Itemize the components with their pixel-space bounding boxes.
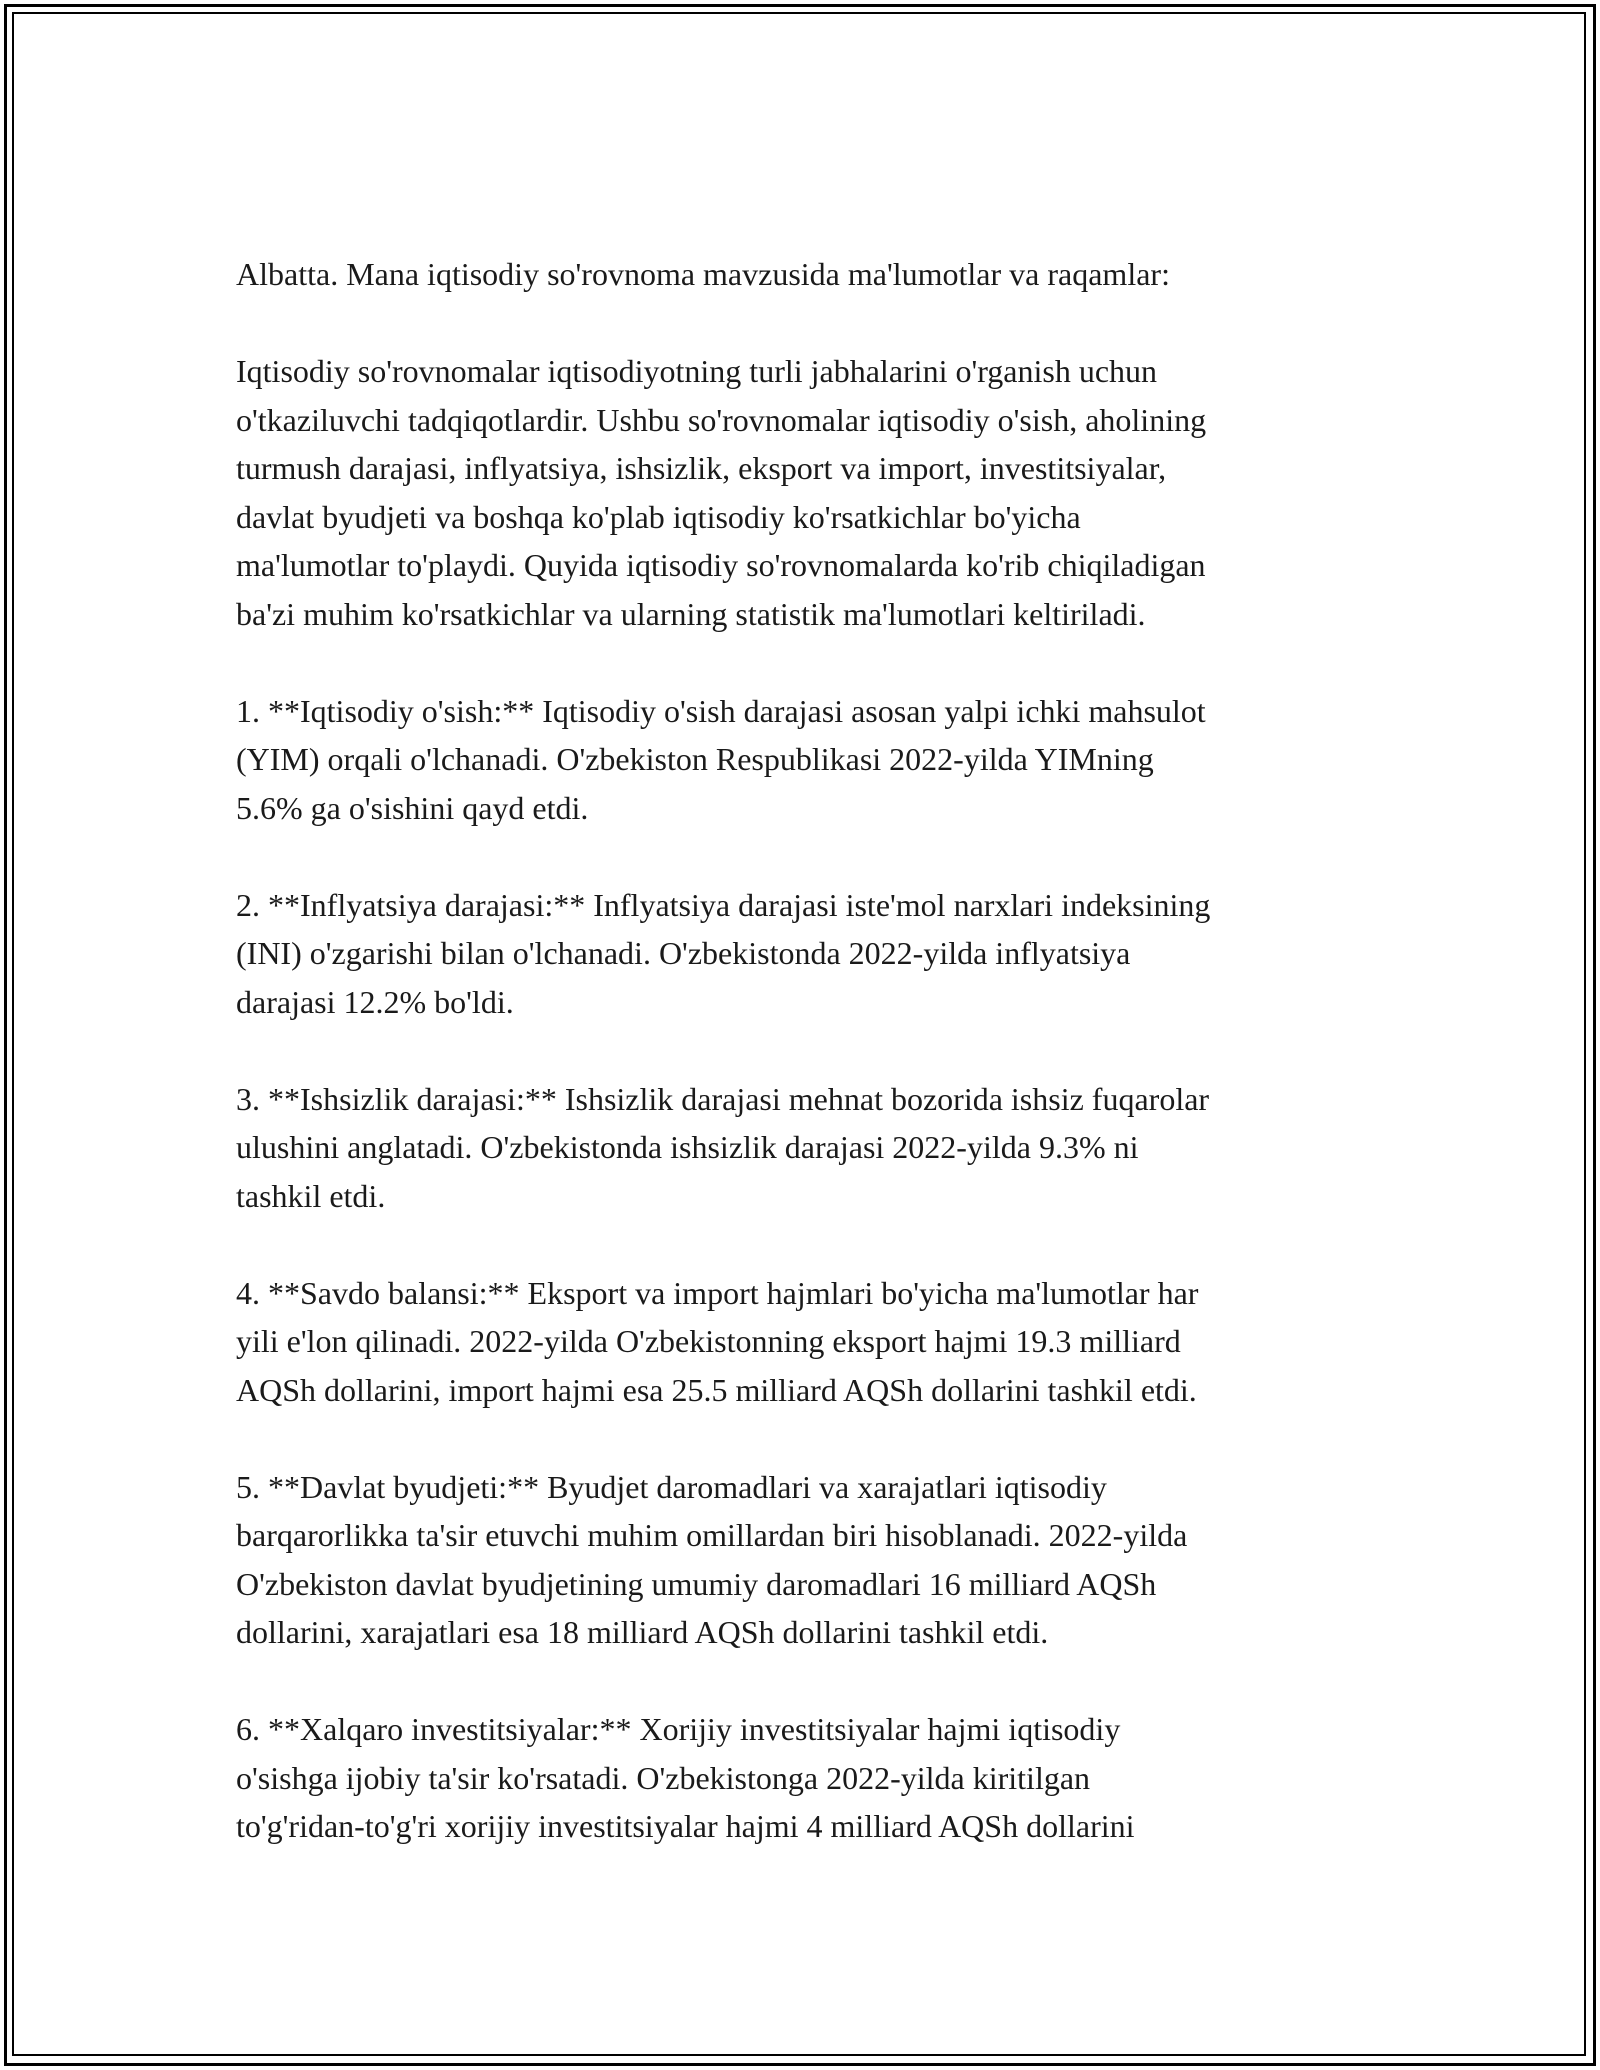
list-item-trade-balance: 4. **Savdo balansi:** Eksport va import hajmlari bo'yicha ma'lumotlar har yili e'lon qilinadi. 2022-yilda O'zbekistonning eksport hajmi 19.3 milliard AQSh dollarini, import hajmi esa 25.5 milliard AQSh dollarini tashkil etdi. bbox=[236, 1274, 1199, 1408]
intro-paragraph: Albatta. Mana iqtisodiy so'rovnoma mavzusida ma'lumotlar va raqamlar: bbox=[236, 256, 1170, 292]
list-item-economic-growth: 1. **Iqtisodiy o'sish:** Iqtisodiy o'sish darajasi asosan yalpi ichki mahsulot (YIM) orqali o'lchanadi. O'zbekiston Respublikasi 2022-yilda YIMning 5.6% ga o'sishini qayd etdi. bbox=[236, 692, 1206, 826]
overview-paragraph: Iqtisodiy so'rovnomalar iqtisodiyotning turli jabhalarini o'rganish uchun o'tkaziluvchi tadqiqotlardir. Ushbu so'rovnomalar iqtisodiy o'sish, aholining turmush darajasi, inflyatsiya, ishsizlik, eksport va import, investitsiyalar, davlat byudjeti va boshqa ko'plab iqtisodiy ko'rsatkichlar bo'yicha ma'lumotlar to'playdi. Quyida iqtisodiy so'rovnomalarda ko'rib chiqiladigan ba'zi muhim ko'rsatkichlar va ularning statistik ma'lumotlari keltiriladi. bbox=[236, 353, 1207, 632]
list-item-international-investment: 6. **Xalqaro investitsiyalar:** Xorijiy investitsiyalar hajmi iqtisodiy o'sishga ijobiy ta'sir ko'rsatadi. O'zbekistonga 2022-yilda kiritilgan to'g'ridan-to'g'ri xorijiy investitsiyalar hajmi 4 milliard AQSh dollarini bbox=[236, 1711, 1135, 1844]
list-item-state-budget: 5. **Davlat byudjeti:** Byudjet daromadlari va xarajatlari iqtisodiy barqarorlikka ta'sir etuvchi muhim omillardan biri hisoblanadi. 2022-yilda O'zbekiston davlat byudjetining umumiy daromadlari 16 milliard AQSh dollarini, xarajatlari esa 18 milliard AQSh dollarini tashkil etdi. bbox=[236, 1468, 1188, 1650]
list-item-inflation: 2. **Inflyatsiya darajasi:** Inflyatsiya darajasi iste'mol narxlari indeksining (INI) o'zgarishi bilan o'lchanadi. O'zbekistonda 2022-yilda inflyatsiya darajasi 12.2% bo'ldi. bbox=[236, 886, 1211, 1020]
list-item-unemployment: 3. **Ishsizlik darajasi:** Ishsizlik darajasi mehnat bozorida ishsiz fuqarolar ulushini anglatadi. O'zbekistonda ishsizlik darajasi 2022-yilda 9.3% ni tashkil etdi. bbox=[236, 1080, 1210, 1214]
document-body bbox=[236, 250, 1376, 1851]
